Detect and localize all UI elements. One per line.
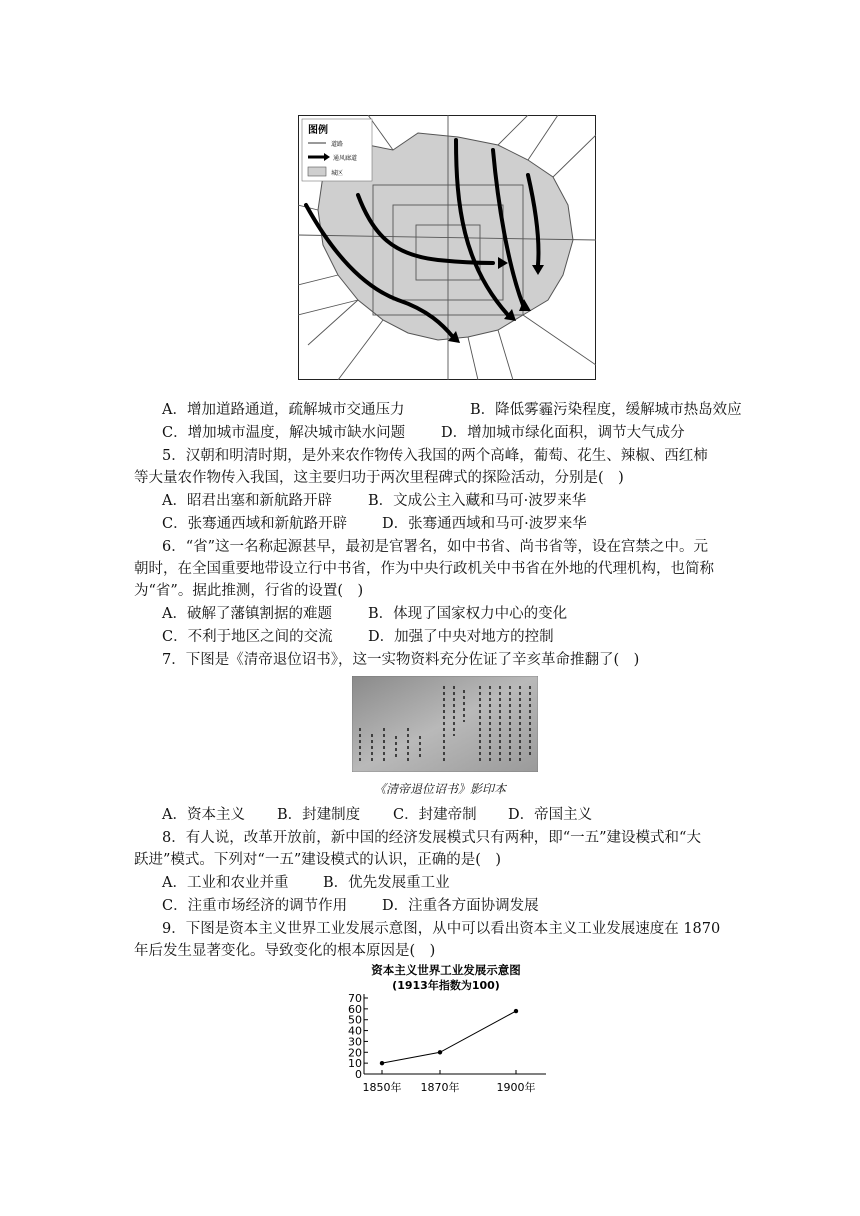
map-legend-road: 道路 [331,141,344,148]
q8-stem-line-1: 8．有人说，改革开放前，新中国的经济发展模式只有两种，即“一五”建设模式和“大 [162,830,701,846]
q8-option-c: C．注重市场经济的调节作用 [162,898,348,914]
q7-option-b: B．封建制度 [277,807,361,823]
q6-option-c: C．不利于地区之间的交流 [162,629,333,645]
q5-option-d: D．张骞通西域和马可·波罗来华 [382,516,587,532]
y-tick-label: 0 [355,1068,362,1081]
q6-stem-line-3: 为“省”。据此推测，行省的设置( ) [134,583,364,599]
q9-stem-line-1: 9．下图是资本主义世界工业发展示意图，从中可以看出资本主义工业发展速度在 1870 [162,921,721,937]
q4-option-a: A．增加道路通道，疏解城市交通压力 [162,402,405,418]
q5-stem-line-1: 5．汉朝和明清时期，是外来农作物传入我国的两个高峰，葡萄、花生、辣椒、西红柿 [162,448,708,464]
q7-option-a: A．资本主义 [162,807,245,823]
q7-stem-line-1: 7．下图是《清帝退位诏书》，这一实物资料充分佐证了辛亥革命推翻了( ) [162,652,640,668]
y-tick-label: 10 [348,1057,362,1071]
y-tick-label: 50 [348,1013,362,1027]
q7-option-d: D．帝国主义 [508,807,593,823]
q5-option-c: C．张骞通西域和新航路开辟 [162,516,348,532]
q5-option-b: B．文成公主入藏和马可·波罗来华 [368,493,587,509]
chart-subtitle: (1913年指数为100) [392,979,500,992]
ventilation-corridor-map [298,115,596,380]
q8-option-b: B．优先发展重工业 [323,875,450,891]
q4-option-b: B．降低雾霾污染程度，缓解城市热岛效应 [470,402,742,418]
y-tick-label: 40 [348,1024,362,1038]
map-legend-area: 城区 [331,170,344,177]
chart-title: 资本主义世界工业发展示意图 [371,963,521,977]
q8-option-d: D．注重各方面协调发展 [382,898,539,914]
q7-figure-caption: 《清帝退位诏书》影印本 [374,782,507,796]
y-tick-label: 70 [348,992,362,1005]
qing-abdication-edict-photo [352,676,538,772]
x-tick-label: 1850年 [362,1081,402,1094]
series-line [382,1011,516,1063]
data-point [380,1061,384,1065]
q6-stem-line-2: 朝时，在全国重要地带设立行中书省，作为中央行政机关中书省在外地的代理机构，也简称 [134,561,714,577]
q7-option-c: C．封建帝制 [393,807,477,823]
x-tick-label: 1870年 [420,1081,460,1094]
q6-option-d: D．加强了中央对地方的控制 [368,629,554,645]
q5-stem-line-2: 等大量农作物传入我国，这主要归功于两次里程碑式的探险活动，分别是( ) [134,470,624,486]
q6-stem-line-1: 6．“省”这一名称起源甚早，最初是官署名，如中书省、尚书省等，设在宫禁之中。元 [162,539,709,555]
q4-option-c: C．增加城市温度，解决城市缺水问题 [162,425,406,441]
y-tick-label: 30 [348,1035,362,1049]
y-tick-label: 60 [348,1002,362,1016]
q8-option-a: A．工业和农业并重 [162,875,289,891]
data-point [438,1050,442,1054]
x-tick-label: 1900年 [496,1081,536,1094]
industry-development-chart [330,962,560,1098]
y-tick-label: 20 [348,1046,362,1060]
map-legend-title: 图例 [308,125,328,136]
q9-stem-line-2: 年后发生显著变化。导致变化的根本原因是( ) [134,943,436,959]
data-point [514,1009,518,1013]
q6-option-b: B．体现了国家权力中心的变化 [368,606,568,622]
q5-option-a: A．昭君出塞和新航路开辟 [162,493,332,509]
q4-option-d: D．增加城市绿化面积，调节大气成分 [441,425,685,441]
map-legend-wind: 通风廊道 [333,155,358,162]
q8-stem-line-2: 跃进”模式。下列对“一五”建设模式的认识，正确的是( ) [134,852,502,868]
q6-option-a: A．破解了藩镇割据的难题 [162,606,332,622]
